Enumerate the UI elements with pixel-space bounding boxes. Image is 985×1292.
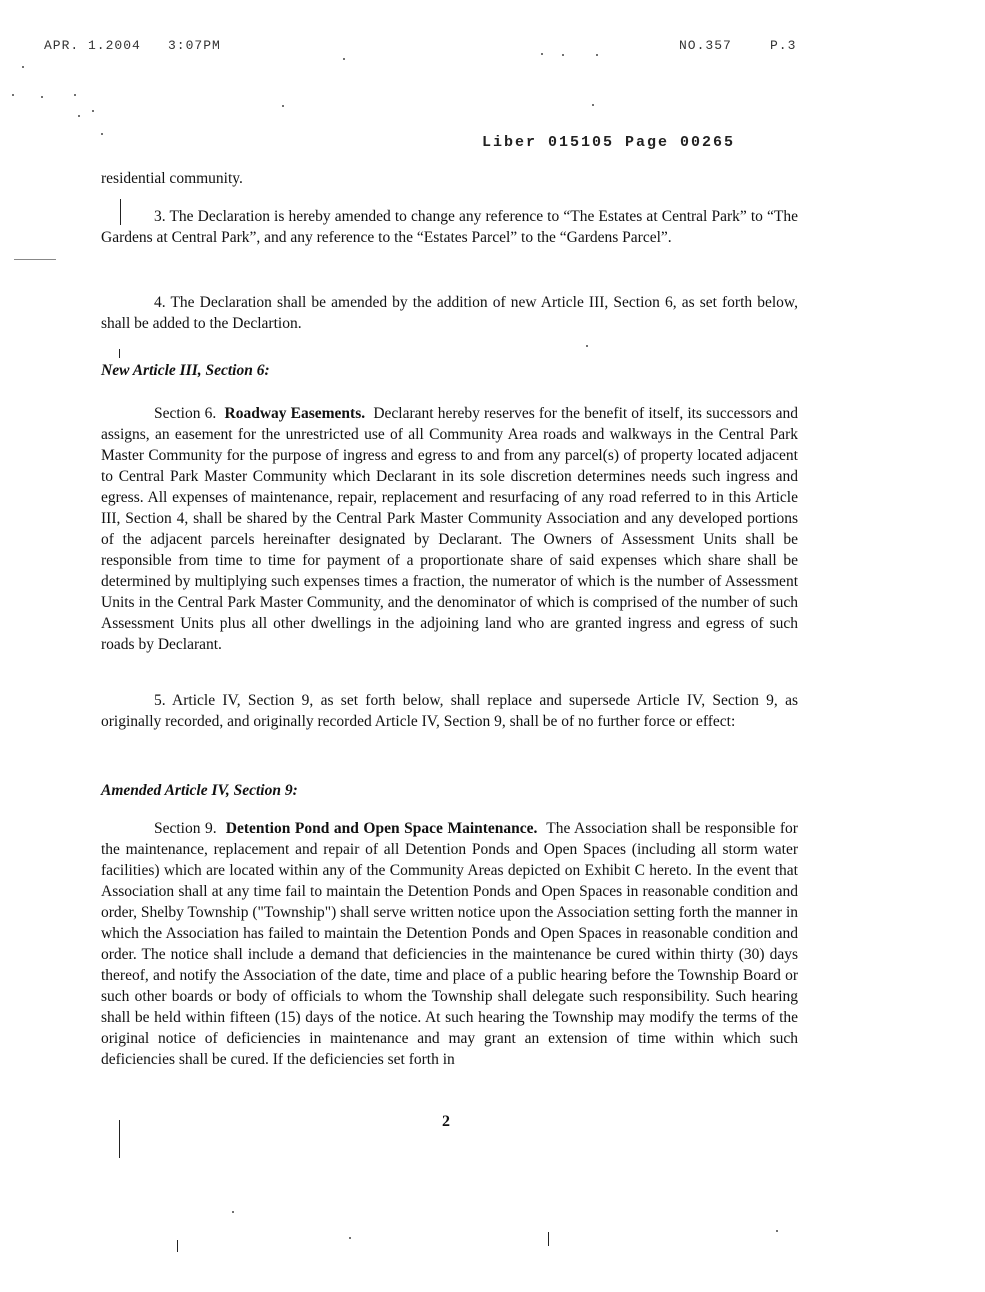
section-6-paragraph	[101, 403, 798, 655]
recording-stamp: Liber 015105 Page 00265	[482, 134, 736, 151]
fax-date: APR. 1.2004	[44, 38, 141, 53]
scan-speck	[282, 105, 284, 107]
section-6-title: Roadway Easements.	[224, 405, 366, 422]
paragraph-5: 5. Article IV, Section 9, as set forth below, shall replace and supersede Article IV, Section 9, as originally recorded, and originally recorded Article IV, Section 9, shall be of no further force or effect:	[101, 692, 798, 730]
heading-new-article-iii: New Article III, Section 6:	[101, 362, 270, 379]
scan-speck	[22, 66, 24, 68]
scan-line	[14, 259, 56, 260]
change-bar	[120, 199, 121, 225]
scan-speck	[562, 54, 564, 56]
scan-speck	[776, 1230, 778, 1232]
section-6-label: Section 6.	[154, 405, 217, 422]
fax-time: 3:07PM	[168, 38, 221, 53]
section-9-paragraph	[101, 818, 798, 1070]
section-9-label: Section 9.	[154, 820, 217, 837]
change-bar	[548, 1232, 549, 1246]
scan-speck	[343, 58, 345, 60]
scan-speck	[586, 345, 588, 347]
scan-speck	[12, 94, 14, 96]
scan-speck	[101, 133, 103, 135]
change-bar	[119, 1120, 120, 1158]
scan-speck	[232, 1211, 234, 1213]
fax-page: P.3	[770, 38, 797, 53]
paragraph-4: 4. The Declaration shall be amended by the addition of new Article III, Section 6, as set forth below, shall be added to the Declartion.	[101, 294, 798, 332]
scan-speck	[74, 94, 76, 96]
scan-speck	[541, 53, 543, 55]
scan-speck	[92, 110, 94, 112]
page-number: 2	[442, 1113, 450, 1130]
scan-speck	[596, 54, 598, 56]
change-bar	[119, 349, 120, 358]
change-bar	[177, 1240, 178, 1252]
scan-speck	[349, 1237, 351, 1239]
paragraph-3: 3. The Declaration is hereby amended to change any reference to “The Estates at Central Park” to “The Gardens at Central Park”, and any reference to the “Estates Parcel” to the “Gardens Parcel”.	[101, 208, 798, 246]
intro-text: residential community.	[101, 170, 243, 187]
fax-number: NO.357	[679, 38, 732, 53]
section-9-title: Detention Pond and Open Space Maintenance.	[225, 820, 538, 837]
scan-speck	[592, 104, 594, 106]
scan-speck	[41, 96, 43, 98]
heading-amended-article-iv: Amended Article IV, Section 9:	[101, 782, 298, 799]
scan-speck	[78, 115, 80, 117]
section-6-text: Declarant hereby reserves for the benefit of itself, its successors and assigns, an easement for the unrestricted use of all Community Area roads and walkways in the Central Park Master Community for the purpose of ingress and egress to and from any parcel(s) of property located adjacent to Central Park Master Community which Declarant in its sole discretion determines needs such ingress and egress. All expenses of maintenance, repair, replacement and resurfacing of any road referred to in this Article III, Section 4, shall be shared by the Central Park Master Community Association and any developed portions of the adjacent parcels hereinafter designated by Declarant. The Owners of Assessment Units shall be responsible from time to time for payment of a proportionate share of said expenses which share shall be determined by multiplying such expenses times a fraction, the numerator of which is the number of Assessment Units in the Central Park Master Community, and the denominator of which is comprised of the number of such Assessment Units plus all other dwellings in the adjoining land who are granted ingress and egress of such roads by Declarant.	[101, 405, 799, 653]
section-9-text: The Association shall be responsible for the maintenance, replacement and repair of all Detention Ponds and Open Spaces (including all storm water facilities) which are located within any of the Community Areas depicted on Exhibit C hereto. In the event that Association shall at any time fail to maintain the Detention Ponds and Open Spaces in reasonable condition and order, Shelby Township ("Township") shall serve written notice upon the Association setting forth the manner in which the Association has failed to maintain the Detention Ponds and Open Spaces in reasonable condition and order. The notice shall include a demand that deficiencies in the maintenance be cured within thirty (30) days thereof, and notify the Association of the date, time and place of a public hearing before the Township Board or such other boards or body of officials to whom the Township shall delegate such responsibility. Such hearing shall be held within fifteen (15) days of the notice. At such hearing the Township may modify the terms of the original notice of deficiencies in maintenance and may grant an extension of time within which such deficiencies shall be cured. If the deficiencies set forth in	[101, 820, 798, 1068]
fax-header	[0, 38, 985, 58]
